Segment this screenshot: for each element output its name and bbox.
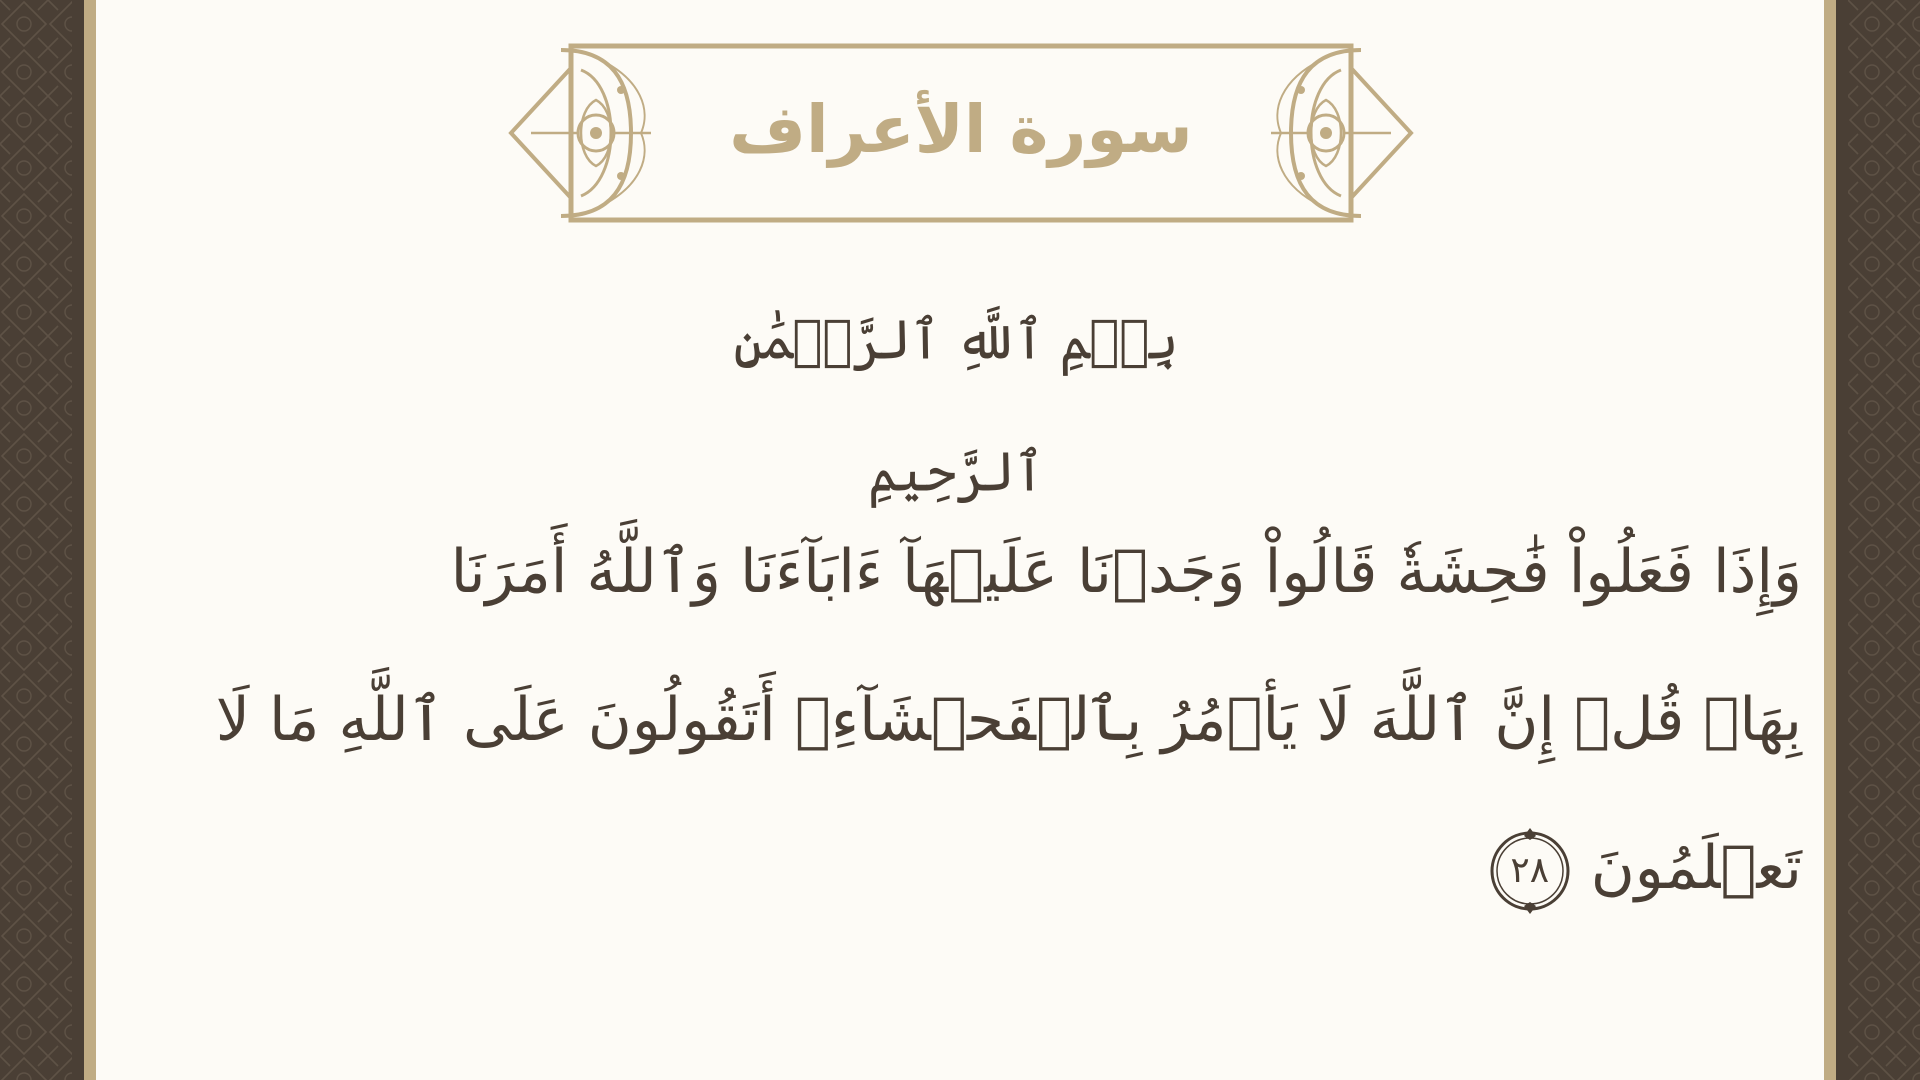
content-panel <box>96 0 1824 1080</box>
surah-header-frame <box>501 40 1421 230</box>
ayah-number-marker <box>1487 828 1573 914</box>
verse-line: وَإِذَا فَعَلُواْ فَٰحِشَةٗ قَالُواْ وَجَدۡنَا عَلَيۡهَآ ءَابَآءَنَا وَٱللَّهُ أَمَرَنَا <box>450 537 1802 607</box>
verse-line: بِهَاۗ قُلۡ إِنَّ ٱللَّهَ لَا يَأۡمُرُ بِٱلۡفَحۡشَآءِۖ أَتَقُولُونَ عَلَى ٱللَّهِ مَا لَا <box>215 685 1802 755</box>
left-ornamental-border <box>0 0 72 1080</box>
verse-text <box>215 498 1802 942</box>
verse-line-text: تَعۡلَمُونَ <box>1590 833 1802 903</box>
right-ornamental-border <box>1848 0 1920 1080</box>
ayah-number: ٢٨ <box>1510 850 1550 892</box>
basmala: بِسۡمِ ٱللَّهِ ٱلرَّحۡمَٰنِ ٱلرَّحِيمِ <box>733 308 1179 504</box>
verse-line-last <box>396 794 1802 942</box>
left-gold-rule <box>84 0 96 1080</box>
surah-title: سورة الأعراف <box>729 91 1193 168</box>
right-gold-rule <box>1824 0 1836 1080</box>
